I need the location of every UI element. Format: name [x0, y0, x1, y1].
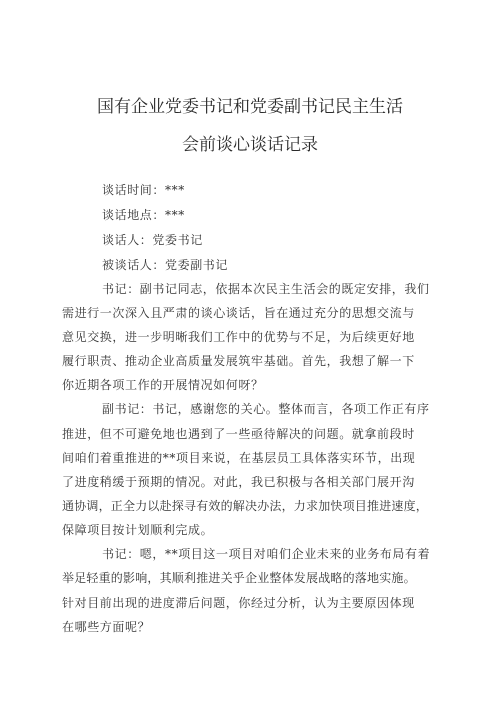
paragraph-line: 副书记：书记，感谢您的关心。整体而言，各项工作正有序 [102, 402, 430, 416]
paragraph-line: 书记：副书记同志，依据本次民主生活会的既定安排，我们 [102, 282, 430, 296]
paragraph-line: 需进行一次深入且严肃的谈心谈话，旨在通过充分的思想交流与 [62, 306, 415, 320]
paragraph-line: 意见交换，进一步明晰我们工作中的优势与不足，为后续更好地 [62, 330, 415, 344]
meta-interviewer: 谈话人：党委书记 [102, 233, 203, 247]
meta-time: 谈话时间：*** [102, 183, 185, 197]
meta-interviewee: 被谈话人：党委副书记 [102, 258, 229, 272]
paragraph-line: 履行职责、推动企业高质量发展筑牢基础。首先，我想了解一下 [62, 354, 415, 368]
paragraph-line: 书记：嗯，**项目这一项目对咱们企业未来的业务布局有着 [102, 547, 431, 561]
paragraph-line: 间咱们着重推进的**项目来说，在基层员工具体落实环节，出现 [62, 451, 416, 465]
paragraph-line: 保障项目按计划顺利完成。 [62, 523, 214, 537]
paragraph-line: 通协调，正全力以赴探寻有效的解决办法，力求加快项目推进速度， [62, 499, 429, 513]
paragraph-line: 了进度稍缓于预期的情况。对此，我已积极与各相关部门展开沟 [62, 475, 415, 489]
meta-place: 谈话地点：*** [102, 208, 185, 222]
paragraph-line: 你近期各项工作的开展情况如何呀？ [62, 378, 264, 392]
paragraph-line: 推进，但不可避免地也遇到了一些亟待解决的问题。就拿前段时 [62, 427, 415, 441]
document-title-line-1: 国有企业党委书记和党委副书记民主生活 [97, 97, 403, 117]
paragraph-line: 针对目前出现的进度滞后问题，你经过分析，认为主要原因体现 [62, 596, 415, 610]
document-title-line-2: 会前谈心谈话记录 [182, 135, 318, 155]
paragraph-line: 举足轻重的影响，其顺利推进关乎企业整体发展战略的落地实施。 [62, 571, 416, 585]
paragraph-line: 在哪些方面呢？ [62, 620, 151, 634]
